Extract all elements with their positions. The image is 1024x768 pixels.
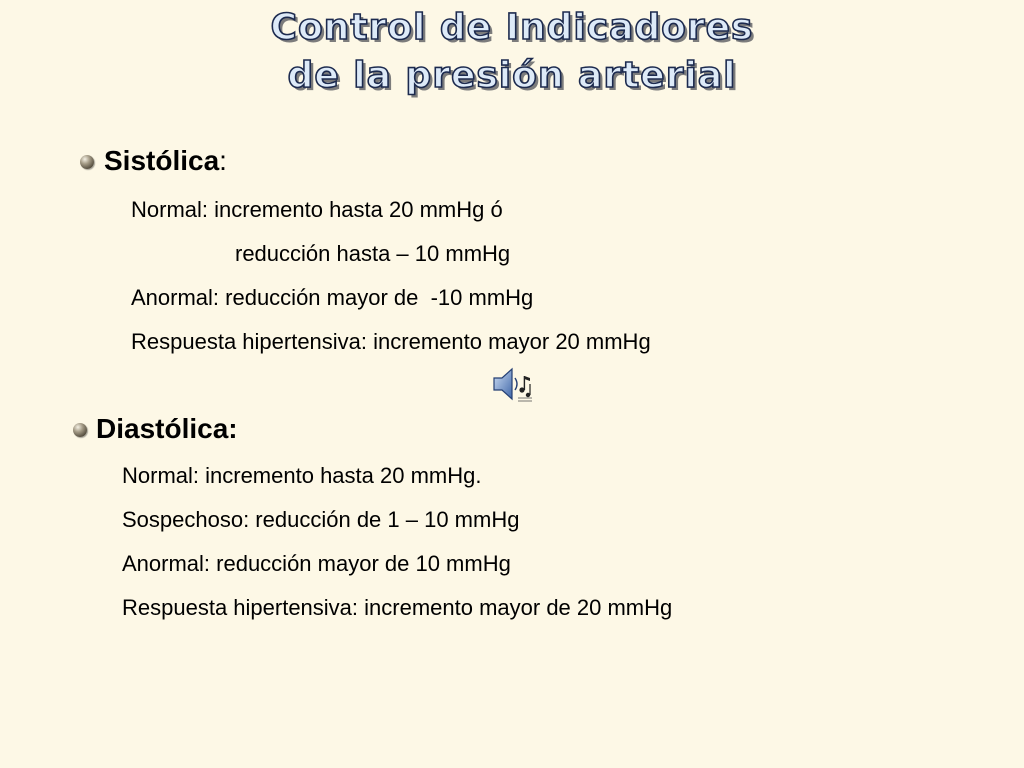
- diastolica-heading-text: Diastólica: [96, 413, 229, 444]
- sistolica-bullet-icon: [80, 155, 94, 169]
- diastolica-line-normal: Normal: incremento hasta 20 mmHg.: [122, 463, 482, 488]
- diastolica-heading: [96, 413, 238, 445]
- sistolica-line-reduccion: reducción hasta – 10 mmHg: [235, 241, 511, 266]
- sistolica-heading-text: Sistólica: [104, 145, 220, 176]
- slide-title-line-2: de la presión arterial: [287, 55, 737, 96]
- sistolica-heading: [104, 145, 227, 177]
- speaker-music-icon[interactable]: [490, 364, 534, 404]
- diastolica-heading-colon: :: [228, 413, 238, 444]
- sistolica-line-respuesta: Respuesta hipertensiva: incremento mayor 20 mmHg: [131, 329, 651, 354]
- diastolica-line-anormal: Anormal: reducción mayor de 10 mmHg: [122, 551, 511, 576]
- sistolica-heading-colon: :: [219, 145, 227, 176]
- slide-title-line-1: Control de Indicadores: [270, 7, 754, 48]
- diastolica-line-respuesta: Respuesta hipertensiva: incremento mayor de 20 mmHg: [122, 595, 673, 620]
- sistolica-line-anormal: Anormal: reducción mayor de -10 mmHg: [131, 285, 534, 310]
- diastolica-bullet-icon: [73, 423, 87, 437]
- diastolica-line-sospechoso: Sospechoso: reducción de 1 – 10 mmHg: [122, 507, 520, 532]
- sistolica-line-normal: Normal: incremento hasta 20 mmHg ó: [131, 197, 503, 222]
